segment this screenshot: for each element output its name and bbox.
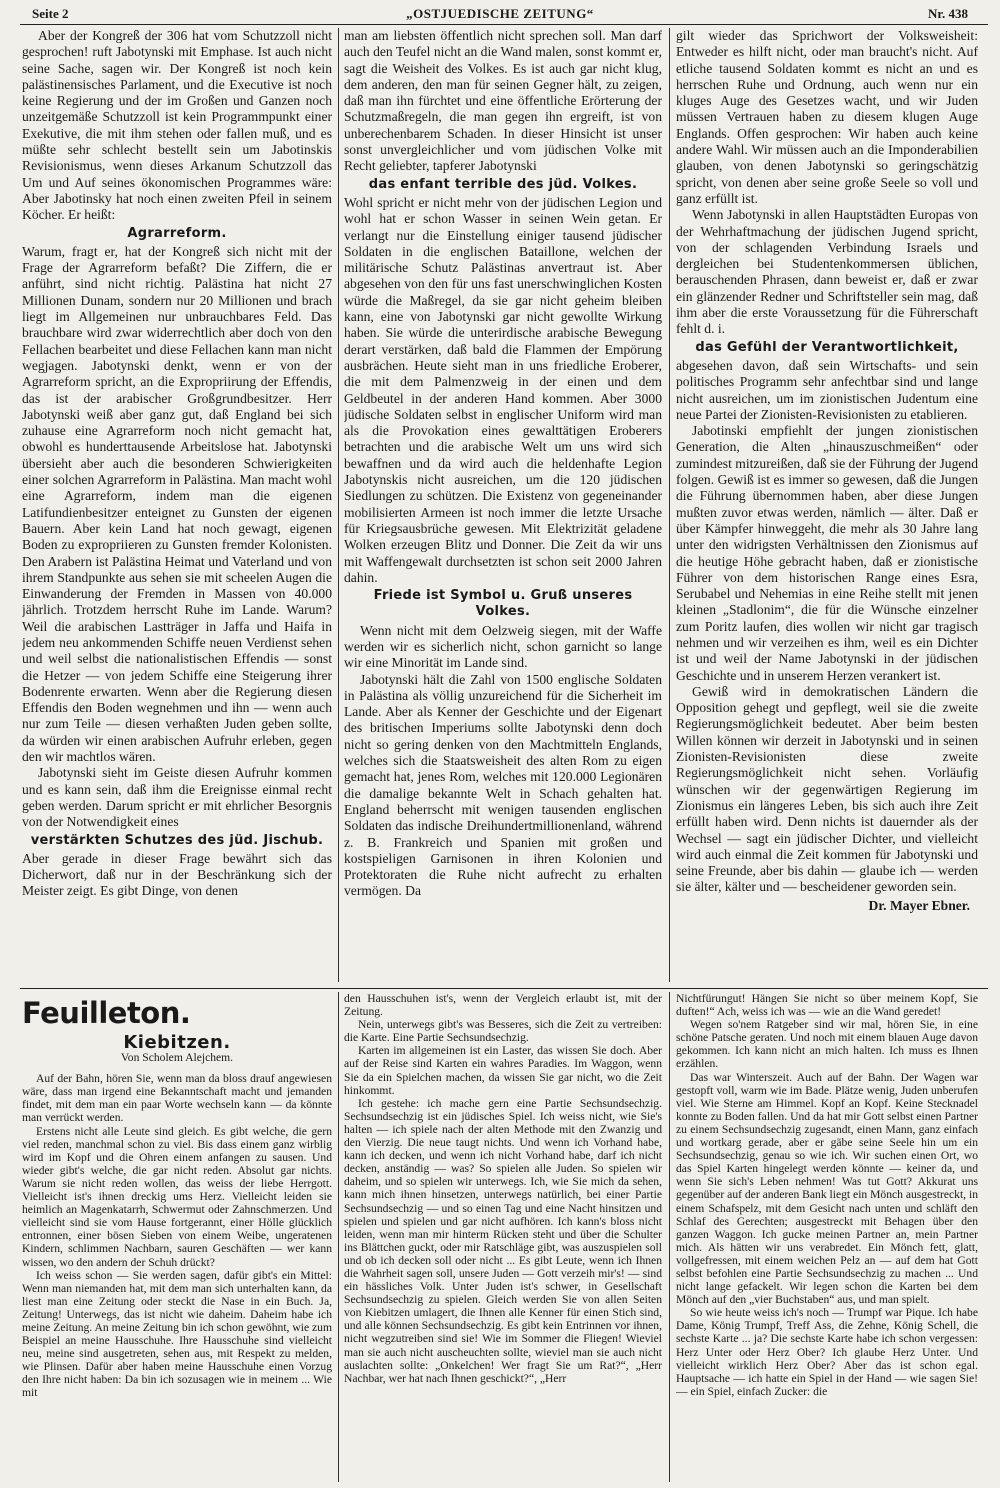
story-paragraph: Nichtfürungut! Hängen Sie nicht so über meinem Kopf, Sie duften!“ Ach, weiss ich was — wie an die Wand geredet! xyxy=(676,992,978,1019)
column-divider xyxy=(669,28,670,982)
article-paragraph: Warum, fragt er, hat der Kongreß sich nicht mit der Frage der Agrarreform befaßt? Die Ziffern, die er anführt, sind nicht richtig. Palästina hat nicht 27 Millionen Dunam, sondern nur 20 Millionen und brach liegt im Allgemeinen nur unbrauchbares Feld. Das brauchbare wird zwar widerrechtlich aber doch von den Fellachen bearbeitet und diese Fellachen kann man nicht wegjagen. Jabotynski denkt, wenn er von der Agrarreform spricht, an die Expropriirung der Effendis, das ist der arabischer Großgrundbesitzer. Herr Jabotynski weiß aber ganz gut, daß England bei sich zuhause eine Agrarreform noch nicht gemacht hat, obwohl es hunderttausende Arbeitslose hat. Jabotynski übersieht aber auch die besonderen Schwierigkeiten einer solchen Agrarreform in Palästina. Man macht wohl eine Agrarreform, indem man die eigenen Latifundienbesitzer enteignet zu Gunsten der eigenen Bauern. Aber kein Land hat noch gewagt, eigenen Boden zu expropriieren zu Gunsten fremder Kolonisten. Den Arabern ist Palästina Heimat und Vaterland und von ihrem Standpunkte aus sehen sie mit scheelen Augen die Einwanderung der Fremden in Massen von 40.000 jährlich. Trotzdem herrscht Ruhe im Lande. Warum? Weil die arabischen Lastträger in Jaffa und Haifa in jedem neu ankommenden Schiffe neuen Verdienst sehen und weil selbst die nationalistischen Effendis — sonst die Hetzer — von jedem Schiffe eine Steigerung ihrer Bodenrente erwarten. Wenn aber die Regierung diesen Effendis den Boden wegnehmen und ihn — wenn auch nur zum Teile — diesen verhaßten Juden geben sollte, da würden wir einen arabischen Aufruhr erleben, gegen den wir machtlos wären. xyxy=(22,243,332,765)
article-subheading: das Gefühl der Verantwortlichkeit, xyxy=(695,339,959,355)
story-paragraph: den Hausschuhen ist's, wenn der Vergleich erlaubt ist, mit der Zeitung. xyxy=(344,992,662,1019)
newspaper-title: „OSTJUEDISCHE ZEITUNG“ xyxy=(406,6,594,21)
page-label: Seite 2 xyxy=(32,6,69,21)
header-rule xyxy=(20,24,988,25)
article-paragraph: Gewiß wird in demokratischen Ländern die Opposition gehegt und gepflegt, weil sie die zweite Regierungsmöglichkeit bedeutet. Aber beim besten Willen können wir derzeit in Jabotynski und in seinen Zionisten-Revisionisten diese zweite Regierungsmöglichkeit nicht sehen. Vorläufig wünschen wir der gegenwärtigen Regierung im Zionismus ein längeres Leben, bis sich auch ihre Zeit erfüllt haben wird. Denn nichts ist dauernder als der Wechsel — sagt ein jüdischer Dichter, und vielleicht wird auch einmal die Zeit kommen für Jabotynski und seine Freunde, aber bis dahin — glaube ich — werden sie älter, kälter und — bescheidener geworden sein. xyxy=(676,683,978,895)
page-header xyxy=(32,6,968,22)
article-signature: Dr. Mayer Ebner. xyxy=(868,897,970,913)
article-subheading: verstärkten Schutzes des jüd. Jischub. xyxy=(30,832,324,848)
story-paragraph: Das war Winterszeit. Auch auf der Bahn. Der Wagen war gestopft voll, warm wie im Bade. Plätze wenig, Juden unberufen viel. Wie Sterne am Himmel. Kopf an Kopf. Keine Stecknadel konnte zu Boden fallen. Und da hat mir Gott selbst einen Partner zu einem Sechsundsechzig zugesandt, einen Mann, ganz einfach und wortkarg gerade, aber er gäbe seine Seele hin um ein Sechsundsechzig, genau so wie ich. Wir suchen einen Ort, wo das Spiel Karten hingelegt werden könnte — keiner da, und wenn Sie sich's Leben nehmen! Was tut Gott? Akkurat uns gegenüber auf der anderen Bank liegt ein Mönch ausgestreckt, in einem Schafspelz, mit dem Gesicht nach unten und schläft den Schlaf des Gerechten; ausgestreckt mit Behagen über den ganzen Waggon. Ich gucke meinen Partner an, mein Partner mich. Als hätten wir uns verabredet. Ein Mönch fett, glatt, vollgefressen, mit einem weichen Pelz an — auf dem hat Gott selbst befohlen eine Partie Sechsundsechzig zu machen ... Und nicht lange gefackelt. Wir legen schon die Karten bei dem Mönch auf den „vier Buchstaben“ aus, und man spielt. xyxy=(676,1070,978,1307)
column-divider xyxy=(338,992,339,1482)
article-column-3 xyxy=(676,28,978,982)
article-paragraph: Jabotynski hält die Zahl von 1500 englische Soldaten in Palästina als völlig unzureichend für die Sicherheit im Lande. Aber als Kenner der Geschichte und der Eigenart des britischen Imperiums sollte Jabotynski denn doch nicht so gering denken von den Machtmitteln Englands, welches sich die Staatsweisheit des alten Rom zu eigen gemacht hat, jenes Rom, welches mit 120.000 Legionären die damalige bekannte Welt in Schach gehalten hat. England beherrscht mit wenigen tausenden englischen Soldaten das indische Dreihundertmillionenland, während z. B. Frankreich und Spanien mit großen und kostspieligen Garnisonen in ihren Kolonien und Protektoraten die Ruhe nicht aufrecht zu erhalten vermögen. Da xyxy=(344,671,662,899)
article-paragraph: Jabotynski sieht im Geiste diesen Aufruhr kommen und es kann sein, daß ihm die Ereignisse einmal recht geben werden. Darum spricht er mit ehrlicher Besorgnis von der Notwendigkeit eines xyxy=(22,765,332,830)
story-paragraph: Auf der Bahn, hören Sie, wenn man da bloss drauf angewiesen wäre, dass man irgend eine Bekanntschaft macht und jemanden findet, mit dem man ein paar Worte wechseln kann — da könnte man verrückt werden. xyxy=(22,1072,332,1125)
story-paragraph: Erstens nicht alle Leute sind gleich. Es gibt welche, die gern viel reden, manchmal schon zu viel. Bis dass einem ganz wirblig wird im Kopf und die Ohren einem anfangen zu sausen. Und wieder gibt's welche, die gar nicht reden. Absolut gar nichts. Warum sie nicht reden wollen, das weiss der liebe Herrgott. Vielleicht ist's ihnen dreckig ums Herz. Vielleicht leiden sie heimlich an Magenkatarrh, Schwermut oder Zahnschmerzen. Und vielleicht sind sie vom Hause fortgerannt, einer Hölle glücklich entronnen, einer bösen Sieben von einem Weibe, ungeratenen Kindern, schlimmen Nachbarn, sauren Geschäften — wer kann wissen, wo den andern der Schuh drückt? xyxy=(22,1124,332,1269)
article-paragraph: Wenn nicht mit dem Oelzweig siegen, mit der Waffe werden wir es sicherlich nicht, schon garnicht so lange wir eine Minorität im Lande sind. xyxy=(344,622,662,671)
feuilleton-rule xyxy=(20,988,988,989)
story-paragraph: Wegen so'nem Ratgeber sind wir mal, hören Sie, in eine schöne Patsche geraten. Und noch mit einem blauen Auge davon gekommen. Ich kann nicht an mich halten. Ich muss es Ihnen erzählen. xyxy=(676,1018,978,1071)
article-subheading: Friede ist Symbol u. Gruß unseres Volkes. xyxy=(373,588,633,620)
article-paragraph: Wohl spricht er nicht mehr von der jüdischen Legion und wohl hat er schon Wasser in seinen Wein getan. Er verlangt nur die Einstellung einiger tausend jüdischer Soldaten in die englischen Bataillone, welchen der militärische Schutz Palästinas anvertraut ist. Aber abgesehen von den für uns fast unerschwinglichen Kosten würde die Maßregel, da sie gar nicht geheim bleiben kann, eine von Jabotynski gar nicht gewollte Wirkung haben. Sie würde die unterirdische arabische Bewegung derart verstärken, daß bald die Flammen der Empörung ausbrächen. Heute sieht man in uns friedliche Eroberer, die mit dem Palmenzweig in der einen und dem Geldbeutel in der anderen Hand kommen. Aber 3000 jüdische Soldaten selbst in englischer Uniform wird man als die Provokation eines gewalttätigen Eroberers betrachten und die arabische Welt um uns wird sich bewaffnen und da wird auch die heldenhafte Legion Jabotynskis nicht ausreichen, um die 120 jüdischen Siedlungen zu schützen. Die Existenz von gegeneinander mobilisierten Armeen ist noch immer die letzte Ursache für Kriegsausbrüche gewesen. Mit Elektrizität geladene Wolken erzeugen Blitz und Donner. Die Zeit da wir uns mit Waffengewalt durchsetzten ist schon seit 2000 Jahren dahin. xyxy=(344,194,662,585)
article-subheading: das enfant terrible des jüd. Volkes. xyxy=(368,176,638,192)
article-subheading: Agrarreform. xyxy=(127,225,227,241)
story-paragraph: Nein, unterwegs gibt's was Besseres, sich die Zeit zu vertreiben: die Karte. Eine Partie Sechsundsechzig. xyxy=(344,1018,662,1045)
article-paragraph: Jabotinski empfiehlt der jungen zionistischen Generation, die Alten „hinauszuschmeißen“ oder zumindest mitzureißen, daß sie der Führung der Jugend folgen. Gewiß ist es immer so gewesen, daß die Jungen die Führung übernommen haben, aber diese Jungen mußten zuvor etwas werden, nämlich — älter. Daß er über Kämpfer hinweggeht, die mehr als 30 Jahre lang unter den widrigsten Verhältnissen den Zionismus auf die heutige Höhe gebracht haben, daß er zionistische Führer von dem historischen Range eines Esra, Serubabel und Nehemias in eine Reihe stellt mit jenen kleinen „Stadlonim“, die für die Wünsche einzelner zum Poritz laufen, dies wollen wir nicht gar tragisch nehmen und wir verzeihen es ihm, weil es ein Dichter ist und weil der Name Jabotynski in der jüdischen Geschichte und in unserem Herzen verankert ist. xyxy=(676,423,978,683)
story-paragraph: Ich weiss schon — Sie werden sagen, dafür gibt's ein Mittel: Wenn man niemanden hat, mit dem man sich unterhalten kann, da liest man eine Zeitung oder steckt die Nase in ein Buch. Ja, Zeitung! Unterwegs, das ist nicht wie daheim. Daheim habe ich meine Zeitung. An meine Zeitung bin ich schon gewöhnt, wie zum Beispiel an meine Hausschuhe. Ihre Hausschuhe sind vielleicht neu, meine sind ausgetreten, sehen aus, mit Respekt zu melden, wie Plinsen. Dafür aber haben meine Hausschuhe einen Vorzug den Ihre nicht haben: Da bin ich sozusagen wie in meinem ... Wie mit xyxy=(22,1268,332,1400)
story-paragraph: Karten im allgemeinen ist ein Laster, das wissen Sie doch. Aber auf der Reise sind Karten ein wahres Paradies. Im Waggon, wenn Sie da ein Spielchen machen, da wissen Sie gar nicht, wo die Zeit hinkommt. xyxy=(344,1044,662,1097)
column-divider xyxy=(338,28,339,982)
article-paragraph: abgesehen davon, daß sein Wirtschafts- und sein politisches Programm sehr anfechtbar sind und lange nicht ausreichen, um im zionistischen Judentum eine neue Partei der Zionisten-Revisionisten zu etablieren. xyxy=(676,357,978,422)
feuilleton-column-1 xyxy=(22,992,332,1484)
article-paragraph: gilt wieder das Sprichwort der Volksweisheit: Entweder es hilft nicht, oder man braucht's nicht. Auf etliche tausend Soldaten kommt es nicht an und es herrschen Ruhe und Ordnung, auch wenn nur ein kluges Auge des Gesetzes wacht, und wir Juden müssen Vertrauen haben zu diesem klugen Auge Englands. Offen gesprochen: Wir haben auch keine andere Wahl. Wir müssen auch an die Imponderabilien glauben, von denen Jabotynski so geringschätzig spricht, von denen aber seine große Seele so voll und ganz erfüllt ist. xyxy=(676,28,978,206)
story-paragraph: Ich gestehe: ich mache gern eine Partie Sechsundsechzig. Sechsundsechzig ist ein jüdisches Spiel. Ich weiss nicht, wie Sie's halten — ich spiele nach der alten Methode mit den Zwanzig und den Vierzig. Die neue taugt nichts. Und wenn ich Vorhand habe, kann ich decken, und wenn ich nicht Vorhand habe, darf ich nicht decken, anständig — was? So spielen alle Juden. So spielen wir daheim, und so spielen wir unterwegs. Ich, wie Sie mich da sehen, kann mich ihnen hinsetzen, unterwegs natürlich, bei einer Partie Sechsundsechzig — und so einen Tag und eine Nacht hinsitzen und spielen und spielen und gar nicht aufhören. Ich kann's bloss nicht leiden, wenn man mir hinterm Rücken steht und über die Schulter ins Blättchen guckt, oder mir Ratschläge gibt, was auszuspielen soll und ob ich decken soll oder nicht ... Es gibt Leute, wenn ich Ihnen die Wahrheit sagen soll, unsere Juden — Gott verzeih mir's! — sind ein hässliches Volk. Unter Juden ist's schwer, in Gesellschaft Sechsundsechzig zu spielen. Gleich werden Sie von allen Seiten von Kiebitzen umlagert, die Ihnen alle Kenner für einen Stich sind, und alle können Sechsundsechzig. Es gibt kein Entrinnen vor ihnen, nicht wegzutreiben sind sie! Wie im Sommer die Fliegen! Wieviel man sie auch nicht auscheuchten sollte, wieviel man sie auch nicht auslachten sollte: „Onkelchen! Wer fragt Sie um Rat?“, „Herr Nachbar, wer hat nach Ihnen geschickt?“, „Herr xyxy=(344,1096,662,1385)
story-title: Kiebitzen. xyxy=(123,1032,231,1053)
feuilleton-column-3 xyxy=(676,992,978,1484)
article-paragraph: man am liebsten öffentlich nicht sprechen soll. Man darf auch den Teufel nicht an die Wand malen, sonst kommt er, sagt die Weisheit des Volkes. Es ist auch gar nicht klug, dem anderen, den man für seinen Gegner hält, zu zeigen, daß man ihn fürchtet und eine öffentliche Erörterung der Schutzmaßregeln, die man gegen ihn ergreift, ist von unberechenbarem Schaden. In dieser Hinsicht ist unser sonst unvergleichlicher und vom jüdischen Volke mit Recht geliebter, tapferer Jabotynski xyxy=(344,28,662,174)
column-divider xyxy=(669,992,670,1482)
issue-number: Nr. 438 xyxy=(928,6,968,21)
article-paragraph: Aber gerade in dieser Frage bewährt sich das Dicherwort, daß nur in der Beschränkung sich der Meister zeigt. Es gibt Dinge, von denen xyxy=(22,850,332,899)
story-paragraph: So wie heute weiss ich's noch — Trumpf war Pique. Ich habe Dame, König Trumpf, Treff Ass, die Zehne, König Schell, die sechste Karte ... ja? Die sechste Karte habe ich schon vergessen: Herz Unter oder Herz Ober? Ich glaube Herz Unter. Und vielleicht wirklich Herz Ober? Aber das ist schon egal. Hauptsache — ich hatte ein Spiel in der Hand — wie sagen Sie! — ein Spiel, einfach Zucker: die xyxy=(676,1306,978,1398)
article-paragraph: Wenn Jabotynski in allen Hauptstädten Europas von der Wehrhaftmachung der jüdischen Jugend spricht, von der schlagenden Verbindung Israels und dergleichen bei Studentenkommersen üblichen, berauschenden Phrasen, dann beweist er, daß er zwar ein glänzender Redner und Schriftsteller sein mag, daß ihm aber die erste Voraussetzung für die Führerschaft fehlt d. i. xyxy=(676,207,978,337)
article-column-2 xyxy=(344,28,662,982)
story-author: Von Scholem Alejchem. xyxy=(120,1051,234,1065)
feuilleton-heading: Feuilleton. xyxy=(22,996,191,1030)
article-column-1 xyxy=(22,28,332,982)
article-paragraph: Aber der Kongreß der 306 hat vom Schutzzoll nicht gesprochen! ruft Jabotynski mit Emphase. Ist auch nicht seine Sache, sagen wir. Der Kongreß ist noch kein palästinensisches Parlament, und die Executive ist noch keine Regierung und der im Großen und Ganzen noch unzeitgemäße Schutzzoll ist kein Programmpunkt einer Exekutive, die mit ihm stehen oder fallen muß, und es müßte sehr schlecht bestellt sein um Jabotinskis Revisionismus, wenn dieses Arkanum Schutzzoll das Um und Auf seines ökonomischen Programmes wäre: Aber Jabotinsky hat noch einen zweiten Pfeil in seinem Köcher. Er heißt: xyxy=(22,28,332,223)
feuilleton-column-2 xyxy=(344,992,662,1484)
